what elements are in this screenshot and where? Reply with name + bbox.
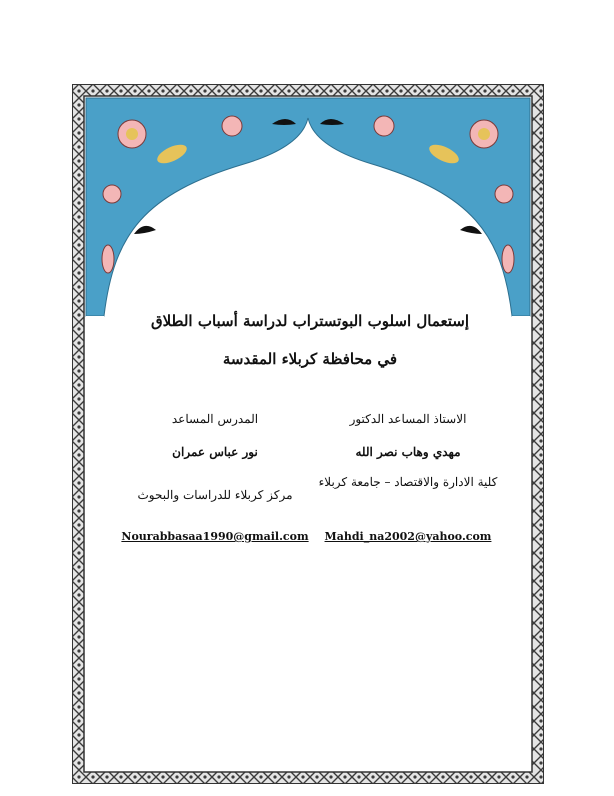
author-2-rank: المدرس المساعد (171, 412, 259, 426)
title-line-2: في محافظة كربلاء المقدسة (222, 350, 398, 368)
author-1-rank: الاستاذ المساعد الدكتور (349, 412, 467, 426)
author-2-name: نور عباس عمران (172, 445, 258, 459)
author-1-name: مهدي وهاب نصر الله (355, 445, 461, 459)
frame-border-art (72, 84, 544, 784)
author-2-affiliation: مركز كربلاء للدراسات والبحوث (137, 488, 293, 502)
ornamental-frame (72, 84, 544, 784)
author-1-email[interactable]: Mahdi_na2002@yahoo.com (324, 530, 492, 543)
title-line-1: إستعمال اسلوب البوتستراب لدراسة أسباب الطلاق (150, 312, 470, 330)
author-2-email[interactable]: Nourabbasaa1990@gmail.com (121, 530, 309, 543)
author-1-affiliation: كلية الادارة والاقتصاد – جامعة كربلاء (318, 475, 498, 489)
